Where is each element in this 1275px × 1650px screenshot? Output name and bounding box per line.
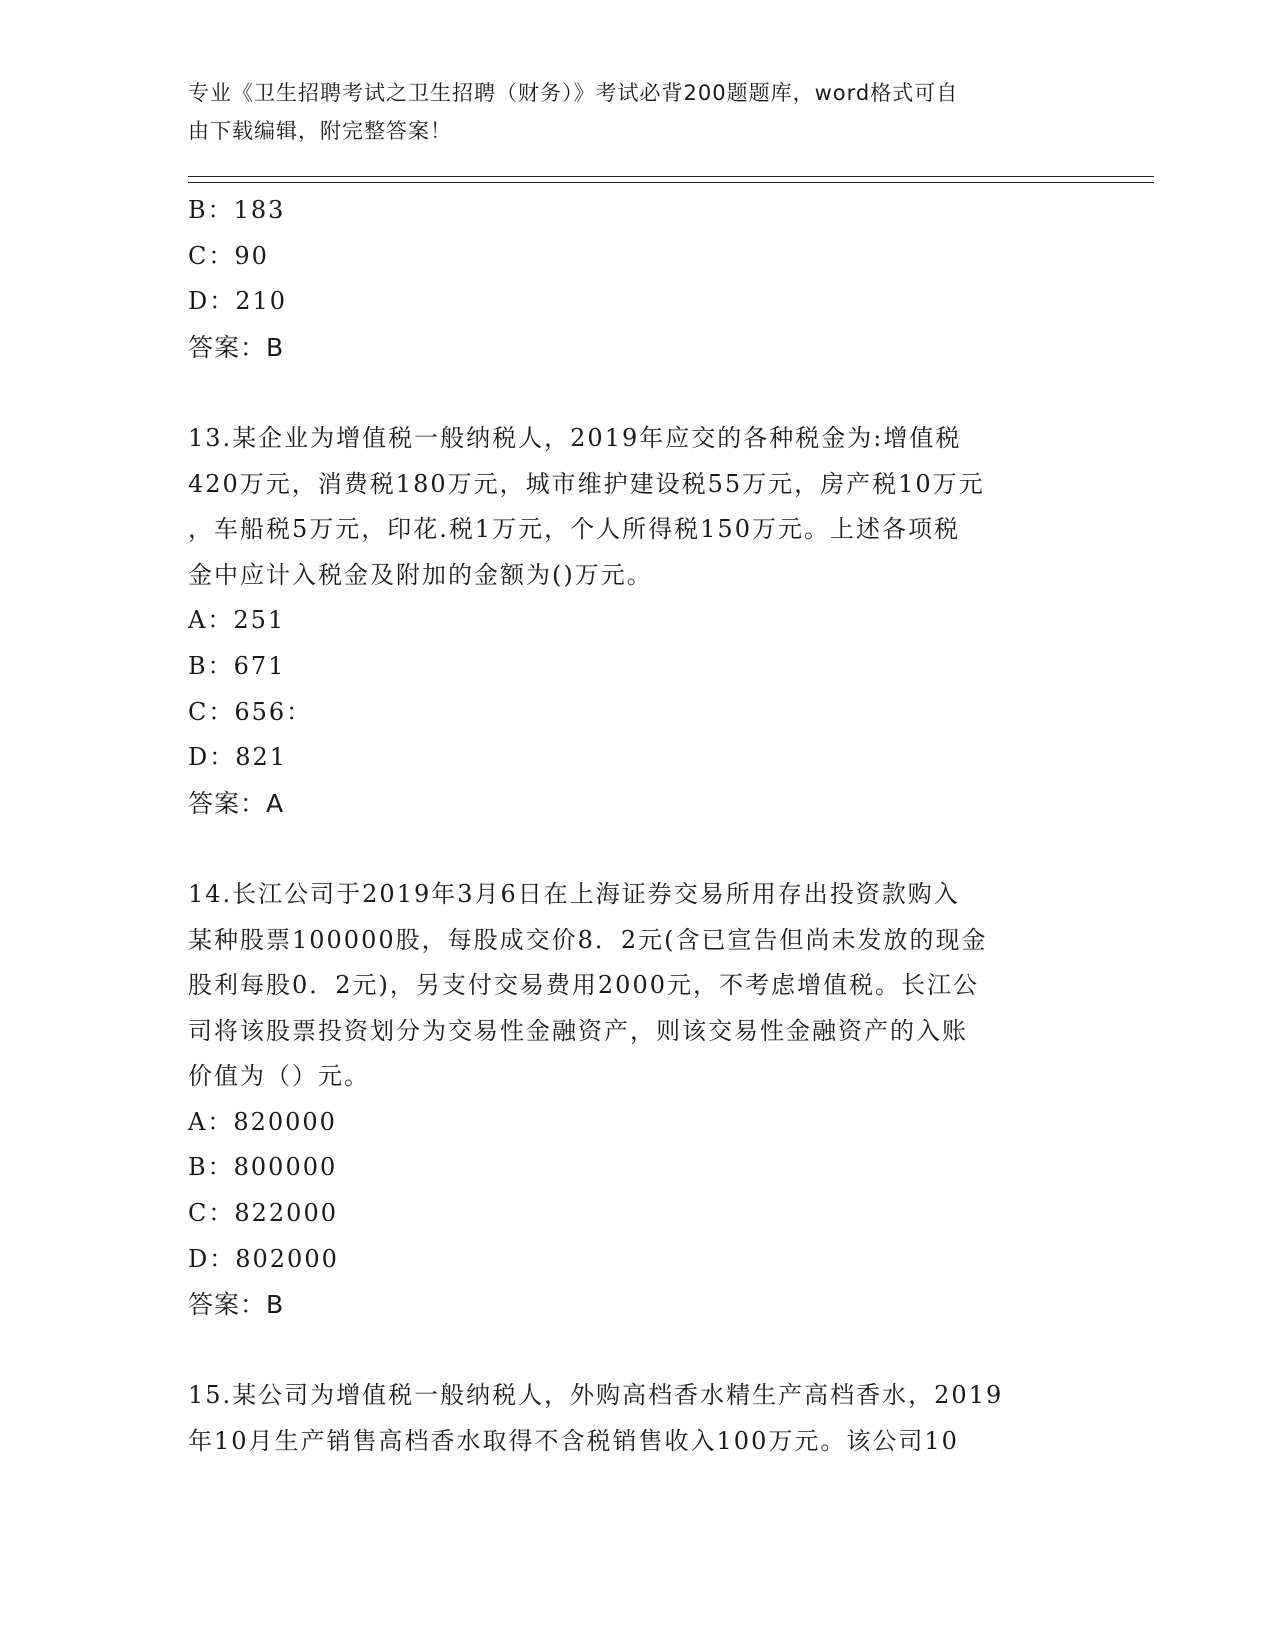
question-text-line: 15.某公司为增值税一般纳税人，外购高档香水精生产高档香水，2019: [188, 1381, 1004, 1410]
page-header: [188, 74, 1068, 150]
question-text-line: 司将该股票投资划分为交易性金融资产，则该交易性金融资产的入账: [188, 1016, 968, 1045]
spacer: [188, 1328, 1068, 1374]
question-text-line: 金中应计入税金及附加的金额为()万元。: [188, 560, 653, 589]
question-13: [188, 416, 1068, 826]
header-line: 由下载编辑，附完整答案！: [188, 119, 452, 143]
question-text-line: 14.长江公司于2019年3月6日在上海证券交易所用存出投资款购入: [188, 879, 960, 908]
question-12-tail: [188, 188, 1068, 370]
question-15: [188, 1373, 1068, 1464]
spacer: [188, 370, 1068, 416]
answer: 答案：B: [188, 1290, 285, 1320]
header-rule-bottom: [188, 182, 1154, 183]
option-a: A：251: [188, 606, 286, 635]
option-d: D：210: [188, 287, 288, 316]
question-text-line: 某种股票100000股，每股成交价8．2元(含已宣告但尚未发放的现金: [188, 925, 988, 954]
option-b: B：183: [188, 196, 286, 224]
header-rule-top: [188, 176, 1154, 177]
spacer: [188, 826, 1068, 872]
option-b: B：800000: [188, 1153, 338, 1182]
question-text-line: 股利每股0．2元)，另支付交易费用2000元，不考虑增值税。长江公: [188, 971, 979, 1000]
option-c: C：90: [188, 241, 269, 270]
header-line: 专业《卫生招聘考试之卫生招聘（财务）》考试必背200题题库，word格式可自: [188, 81, 959, 105]
option-c: C：822000: [188, 1199, 338, 1228]
question-text-line: ，车船税5万元，印花.税1万元，个人所得税150万元。上述各项税: [188, 515, 960, 544]
question-text-line: 420万元，消费税180万元，城市维护建设税55万元，房产税10万元: [188, 469, 985, 498]
document-body: [188, 188, 1068, 1465]
answer: 答案：B: [188, 332, 285, 362]
question-text-line: 13.某企业为增值税一般纳税人，2019年应交的各种税金为:增值税: [188, 423, 962, 452]
option-b: B：671: [188, 651, 286, 680]
answer: 答案：A: [188, 788, 285, 818]
option-a: A：820000: [188, 1107, 337, 1136]
option-c: C：656：: [188, 697, 313, 726]
question-14: [188, 872, 1068, 1328]
option-d: D：821: [188, 743, 288, 772]
option-d: D：802000: [188, 1244, 339, 1273]
question-text-line: 价值为（）元。: [188, 1062, 370, 1091]
question-text-line: 年10月生产销售高档香水取得不含税销售收入100万元。该公司10: [188, 1427, 959, 1456]
